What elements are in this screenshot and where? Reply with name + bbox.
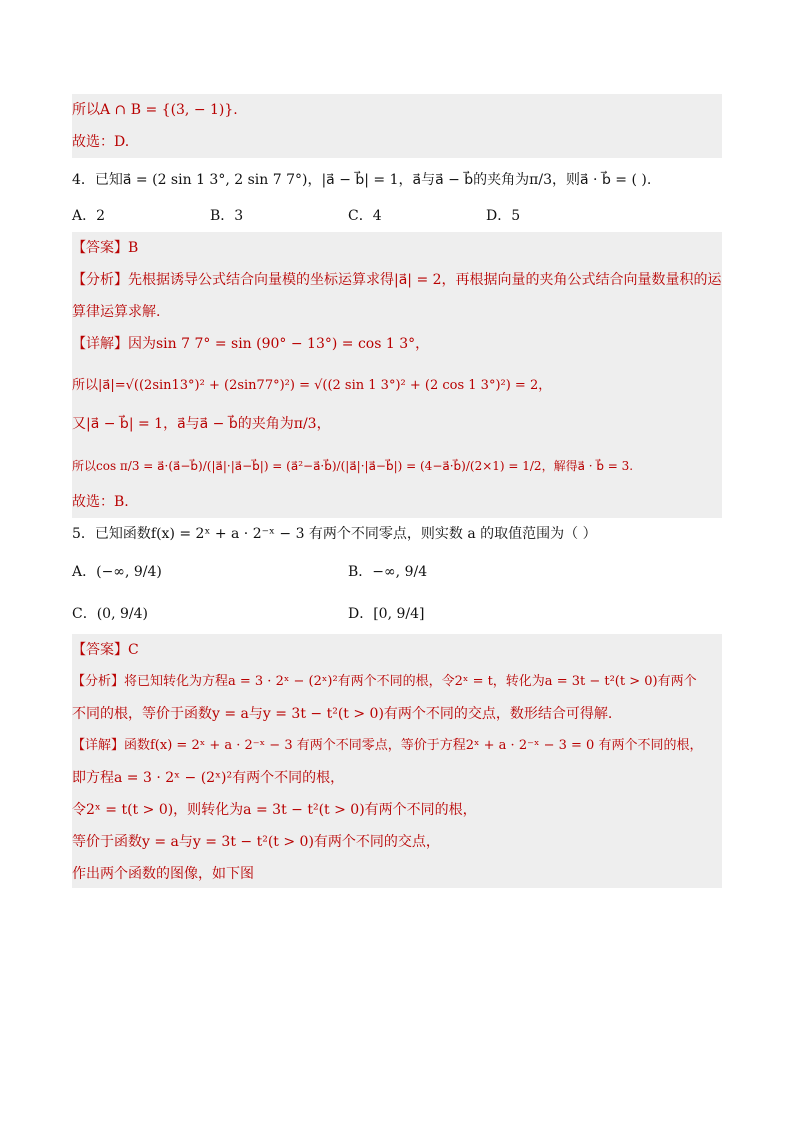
q4-option-c: C．4 [348,208,382,224]
q4-detail-line-1: 【详解】因为sin 7 7° = sin (90° − 13°) = cos 1 3°， [72,336,430,352]
q5-detail-line-3: 令2ˣ = t(t > 0)，则转化为a = 3t − t²(t > 0)有两个不同的根， [72,802,477,818]
q5-option-b: B．−∞, 9/4 [348,564,428,580]
q4-analysis-line-1: 【分析】先根据诱导公式结合向量模的坐标运算求得|a⃗| = 2，再根据向量的夹角公式结合向量数量积的运 [72,272,722,288]
q4-answer: 【答案】B [72,240,139,256]
q5-answer: 【答案】C [72,642,139,658]
prev-solution-choice: 故选：D. [72,134,130,150]
prev-solution-line-1: 所以A ∩ B = {(3, − 1)}. [72,102,238,118]
q4-option-d: D．5 [486,208,521,224]
q4-choice: 故选：B. [72,494,129,510]
q5-detail-line-5: 作出两个函数的图像，如下图 [72,866,254,882]
q4-detail-line-3: 又|a⃗ − b⃗| = 1，a⃗与a⃗ − b⃗的夹角为π/3， [72,416,331,432]
q5-analysis-line-2: 不同的根，等价于函数y = a与y = 3t − t²(t > 0)有两个不同的交点，数形结合可得解. [72,706,613,722]
q4-analysis-line-2: 算律运算求解. [72,304,161,320]
q5-detail-line-1: 【详解】函数f(x) = 2ˣ + a · 2⁻ˣ − 3 有两个不同零点，等价于方程2ˣ + a · 2⁻ˣ − 3 = 0 有两个不同的根， [72,738,703,753]
q4-option-a: A．2 [72,208,106,224]
q5-detail-line-4: 等价于函数y = a与y = 3t − t²(t > 0)有两个不同的交点， [72,834,440,850]
q5-analysis-line-1: 【分析】将已知转化为方程a = 3 · 2ˣ − (2ˣ)²有两个不同的根，令2ˣ = t，转化为a = 3t − t²(t > 0)有两个 [72,674,697,689]
q4-option-b: B．3 [210,208,244,224]
q5-detail-line-2: 即方程a = 3 · 2ˣ − (2ˣ)²有两个不同的根， [72,770,345,786]
q5-option-c: C．(0, 9/4) [72,606,148,622]
q4-stem: 4．已知a⃗ = (2 sin 1 3°, 2 sin 7 7°)，|a⃗ − b⃗| = 1，a⃗与a⃗ − b⃗的夹角为π/3，则a⃗ · b⃗ = ( ). [72,172,652,188]
q4-detail-line-4: 所以cos π/3 = a⃗·(a⃗−b⃗)/(|a⃗|·|a⃗−b⃗|) = (a⃗²−a⃗·b⃗)/(|a⃗|·|a⃗−b⃗|) = (4−a⃗·b⃗)/(2×1) = 1/2，解得a⃗ · b⃗ = 3. [72,459,634,473]
q5-option-a: A．(−∞, 9/4) [72,564,162,580]
q4-detail-line-2: 所以|a⃗|=√((2sin13°)² + (2sin77°)²) = √((2 sin 1 3°)² + (2 cos 1 3°)²) = 2， [72,378,552,393]
q5-stem: 5．已知函数f(x) = 2ˣ + a · 2⁻ˣ − 3 有两个不同零点，则实数 a 的取值范围为（ ） [72,526,597,542]
q5-option-d: D．[0, 9/4] [348,606,425,622]
